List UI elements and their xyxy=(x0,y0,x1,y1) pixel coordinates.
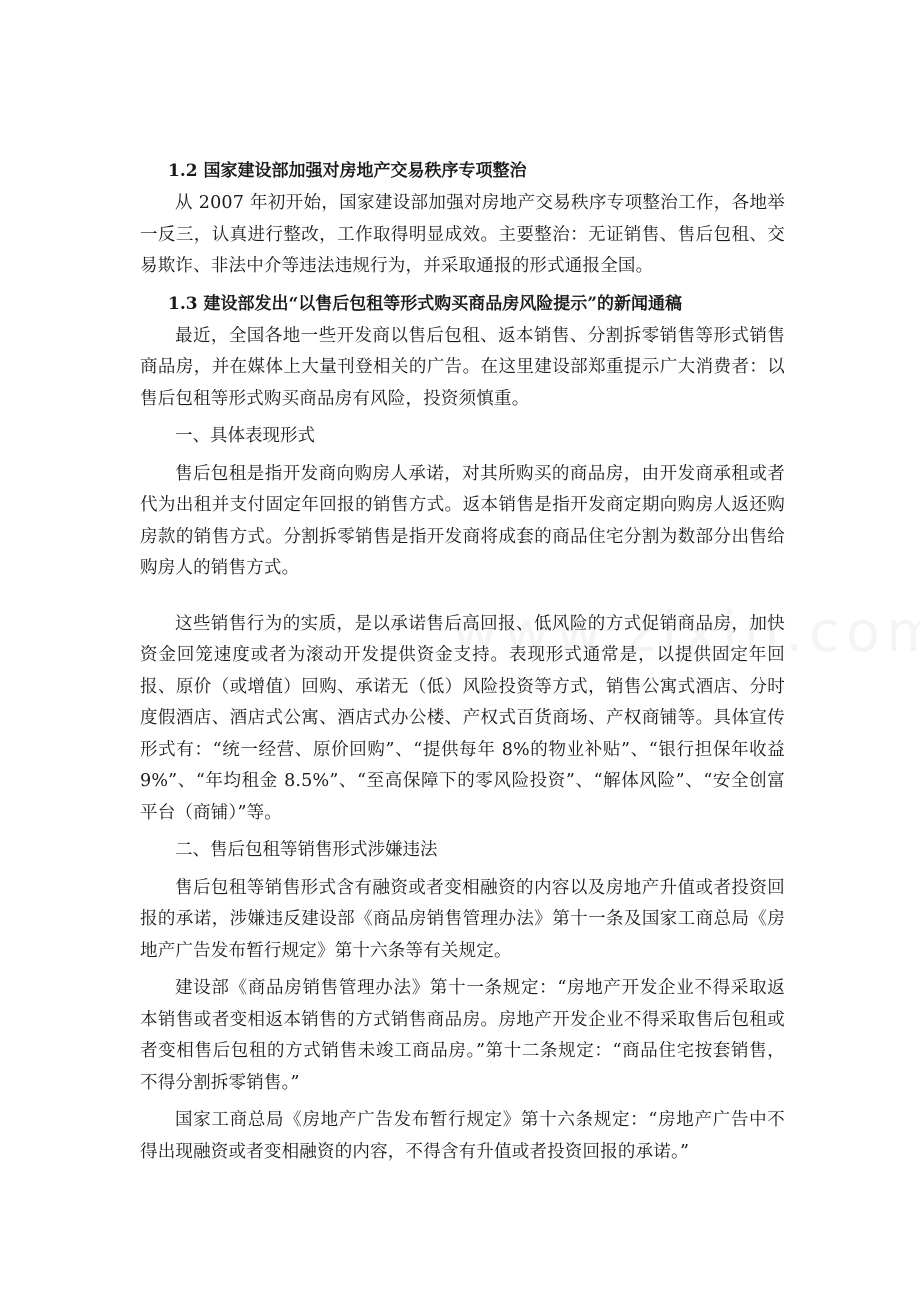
section-1-3-paragraph: 最近，全国各地一些开发商以售后包租、返本销售、分割拆零销售等形式销售商品房，并在媒体上大量刊登相关的广告。在这里建设部郑重提示广大消费者：以售后包租等形式购买商品房有风险，投资须慎重。 xyxy=(140,325,785,409)
document-page xyxy=(140,156,785,1174)
section-1-2-paragraph: 从 2007 年初开始，国家建设部加强对房地产交易秩序专项整治工作，各地举一反三，认真进行整改，工作取得明显成效。主要整治：无证销售、售后包租、交易欺诈、非法中介等违法违规行为，并采取通报的形式通报全国。 xyxy=(140,193,785,276)
paragraph-gap xyxy=(140,591,785,609)
part2-paragraph-2: 建设部《商品房销售管理办法》第十一条规定：“房地产开发企业不得采取返本销售或者变相返本销售的方式销售商品房。房地产开发企业不得采取售后包租或者变相售后包租的方式销售未竣工商品房。”第十二条规定：“商品住宅按套销售，不得分割拆零销售。” xyxy=(140,978,785,1093)
part2-paragraph-1: 售后包租等销售形式含有融资或者变相融资的内容以及房地产升值或者投资回报的承诺，涉嫌违反建设部《商品房销售管理办法》第十一条及国家工商总局《房地产广告发布暂行规定》第十六条等有关规定。 xyxy=(140,877,785,961)
part1-title: 一、具体表现形式 xyxy=(175,426,315,446)
part2-title: 二、售后包租等销售形式涉嫌违法 xyxy=(175,840,438,860)
part2-paragraph-3: 国家工商总局《房地产广告发布暂行规定》第十六条规定：“房地产广告中不得出现融资或者变相融资的内容，不得含有升值或者投资回报的承诺。” xyxy=(140,1110,785,1162)
part1-paragraph-1: 售后包租是指开发商向购房人承诺，对其所购买的商品房，由开发商承租或者代为出租并支付固定年回报的销售方式。返本销售是指开发商定期向购房人返还购房款的销售方式。分割拆零销售是指开发商将成套的商品住宅分割为数部分出售给购房人的销售方式。 xyxy=(140,463,785,578)
part1-paragraph-2: 这些销售行为的实质，是以承诺售后高回报、低风险的方式促销商品房，加快资金回笼速度或者为滚动开发提供资金支持。表现形式通常是，以提供固定年回报、原价（或增值）回购、承诺无（低）风险投资等方式，销售公寓式酒店、分时度假酒店、酒店式公寓、酒店式办公楼、产权式百货商场、产权商铺等。具体宣传形式有：“统一经营、原价回购”、“提供每年 8%的物业补贴”、“银行担保年收益 9%”、“年均租金 8.5%”、“至高保障下的零风险投资”、“解体风险”、“安全创富平台（商铺）”等。 xyxy=(140,613,785,823)
section-heading-1-3: 1.3 建设部发出“以售后包租等形式购买商品房风险提示”的新闻通稿 xyxy=(168,293,683,314)
section-heading-1-2: 1.2 国家建设部加强对房地产交易秩序专项整治 xyxy=(168,161,527,181)
